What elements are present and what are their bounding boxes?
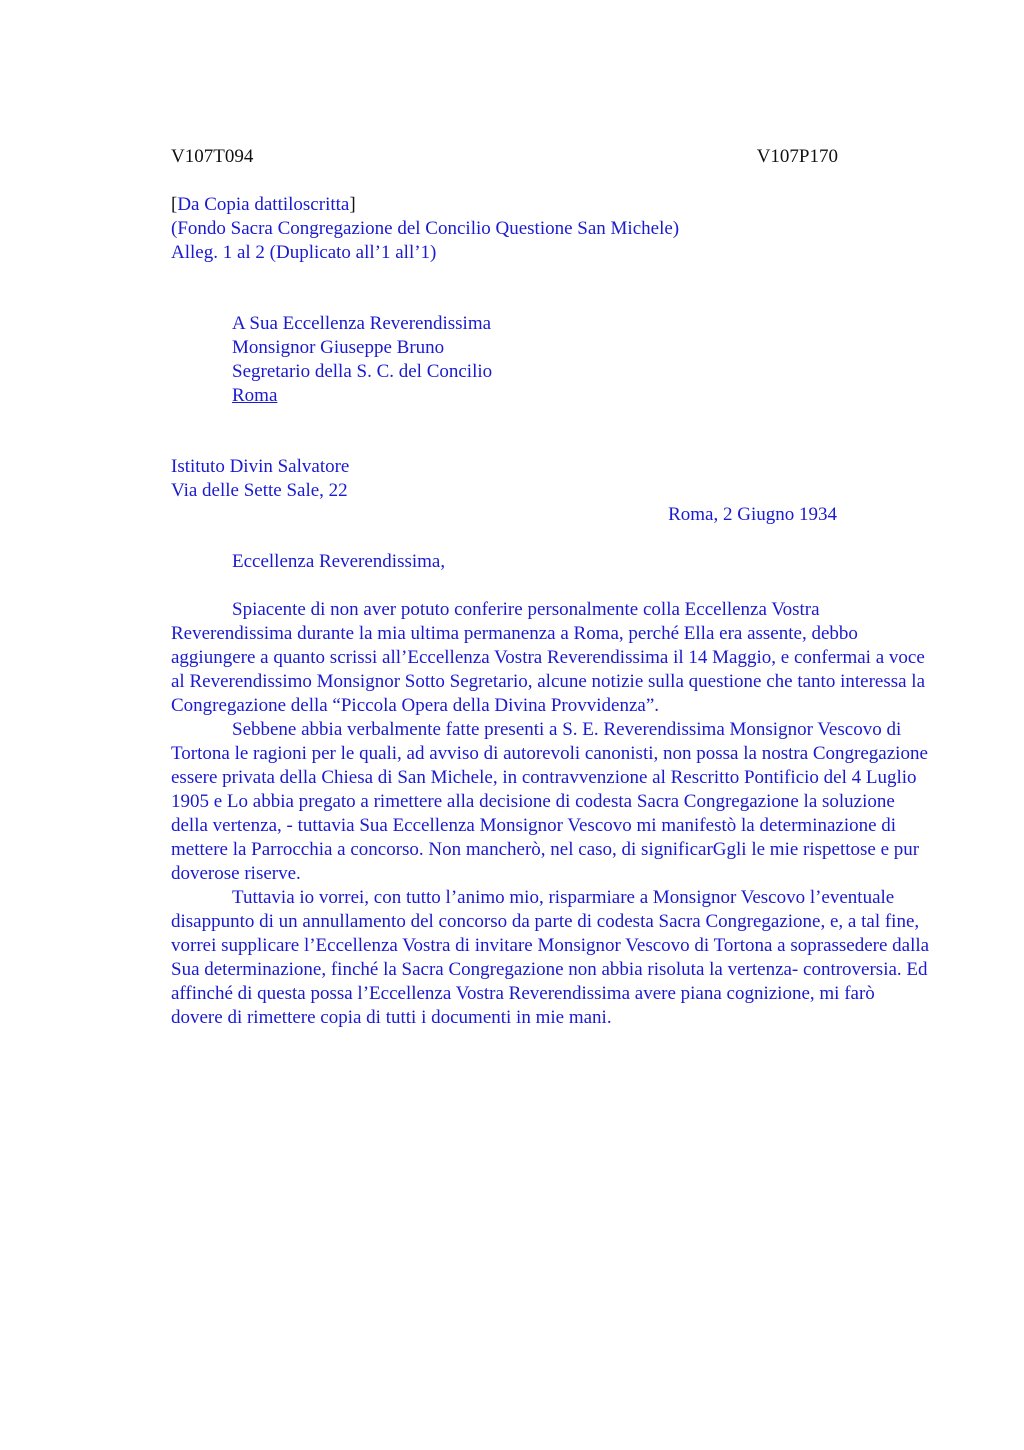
open-bracket: [	[171, 194, 178, 215]
copy-type: Da Copia dattiloscritta	[177, 194, 350, 215]
letter-page	[171, 145, 931, 1030]
document-codes	[171, 145, 838, 169]
sender-block	[171, 455, 931, 527]
source-note	[171, 193, 931, 265]
addressee-line-1: A Sua Eccellenza Reverendissima	[232, 313, 492, 334]
alleg-line: Alleg. 1 al 2 (Duplicato all’1 all’1)	[171, 242, 437, 263]
sender-institute: Istituto Divin Salvatore	[171, 456, 350, 477]
addressee-city: Roma	[232, 385, 278, 406]
body-paragraph: Tuttavia io vorrei, con tutto l’animo mio, risparmiare a Monsignor Vescovo l’eventuale disappunto di un annullamento del concorso da parte di codesta Sacra Congregazione, e, a tal fine, vorrei supplicare l’Eccellenza Vostra di invitare Monsignor Vescovo di Tortona a soprassedere dalla Sua determinazione, finché la Sacra Congregazione non abbia risoluta la vertenza- controversia. Ed affinché di questa possa l’Eccellenza Vostra Reverendissima avere piana cognizione, mi farò dovere di rimettere copia di tutti i documenti in mie mani.	[171, 887, 930, 1028]
close-bracket: ]	[349, 194, 356, 215]
sender-address: Via delle Sette Sale, 22	[171, 480, 348, 501]
letter-date: Roma, 2 Giugno 1934	[668, 504, 837, 525]
salutation: Eccellenza Reverendissima,	[232, 551, 446, 572]
body-paragraph: Sebbene abbia verbalmente fatte presenti a S. E. Reverendissima Monsignor Vescovo di Tortona le ragioni per le quali, ad avviso di autorevoli canonisti, non possa la nostra Congregazione essere privata della Chiesa di San Michele, in contravvenzione al Rescritto Pontificio del 4 Luglio 1905 e Lo abbia pregato a rimettere alla decisione di codesta Sacra Congregazione la soluzione della vertenza, - tuttavia Sua Eccellenza Monsignor Vescovo mi manifestò la determinazione di mettere la Parrocchia a concorso. Non mancherò, nel caso, di significarGgli le mie rispettose e pur doverose riserve.	[171, 719, 928, 884]
body-paragraph: Spiacente di non aver potuto conferire personalmente colla Eccellenza Vostra Reverendissima durante la mia ultima permanenza a Roma, perché Ella era assente, debbo aggiungere a quanto scrissi all’Eccellenza Vostra Reverendissima il 14 Maggio, e confermai a voce al Reverendissimo Monsignor Sotto Segretario, alcune notizie sulla questione che tanto interessa la Congregazione della “Piccola Opera della Divina Provvidenza”.	[171, 599, 926, 716]
copy-type-line	[171, 193, 931, 217]
fondo-line: (Fondo Sacra Congregazione del Concilio Questione San Michele)	[171, 218, 680, 239]
addressee-block	[232, 312, 931, 408]
addressee-line-2: Monsignor Giuseppe Bruno	[232, 337, 445, 358]
right-document-code: V107P170	[756, 146, 838, 167]
addressee-line-3: Segretario della S. C. del Concilio	[232, 361, 493, 382]
letter-body	[171, 598, 931, 1030]
left-document-code: V107T094	[171, 146, 254, 167]
